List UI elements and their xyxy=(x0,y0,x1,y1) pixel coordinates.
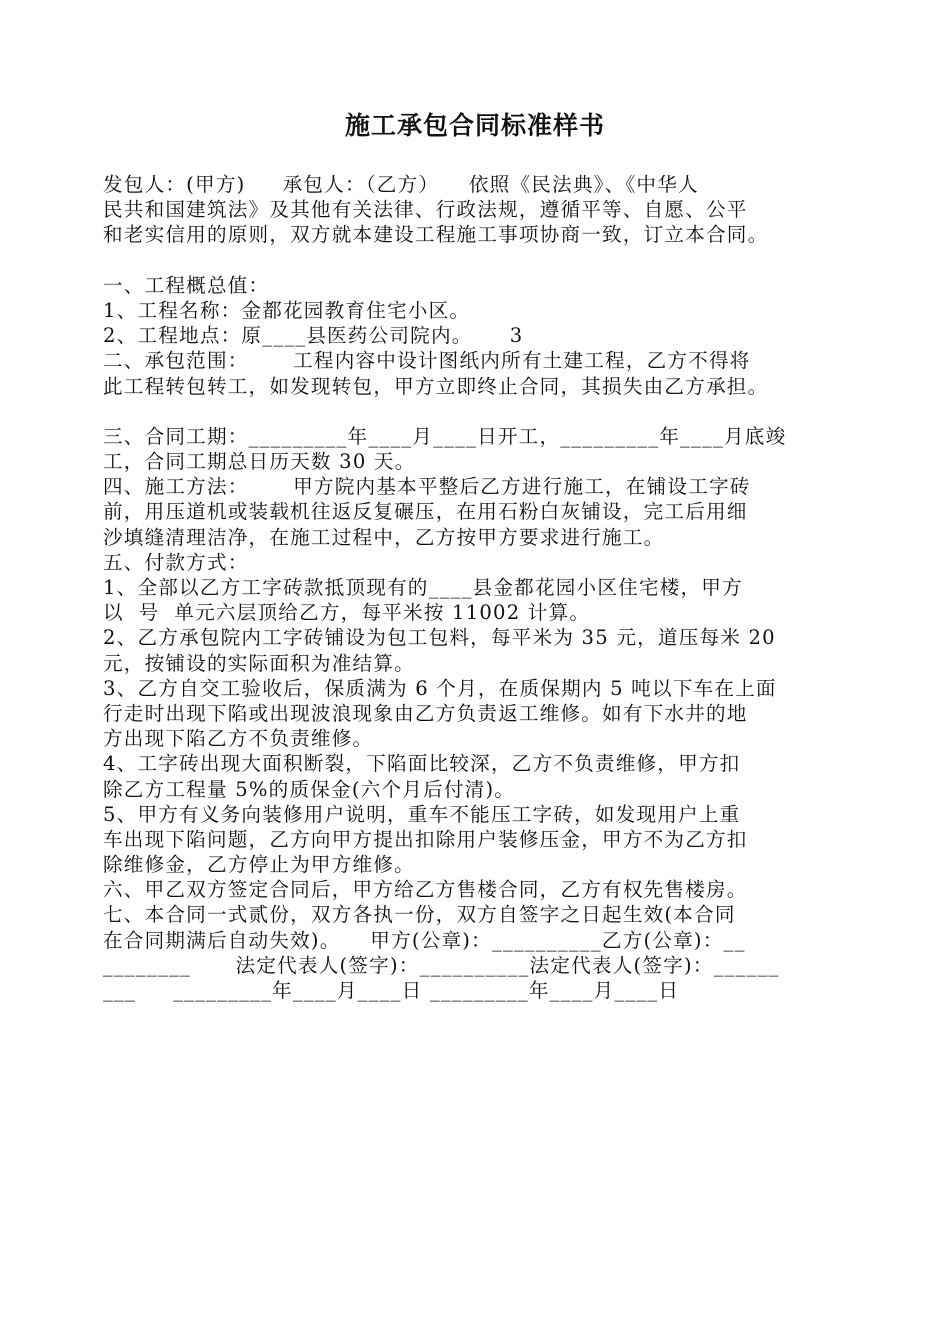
text-line: 在合同期满后自动失效)。 甲方(公章)：__________乙方(公章)：__ xyxy=(103,928,746,952)
text-line: 四、施工方法： 甲方院内基本平整后乙方进行施工，在铺设工字砖 xyxy=(103,475,751,499)
text-line: 七、本合同一式贰份，双方各执一份，双方自签字之日起生效(本合同 xyxy=(103,903,736,927)
document-title: 施工承包合同标准样书 xyxy=(344,111,605,140)
text-line: 六、甲乙双方签定合同后，甲方给乙方售楼合同，乙方有权先售楼房。 xyxy=(103,878,748,902)
text-line: 4、工字砖出现大面积断裂，下陷面比较深，乙方不负责维修，甲方扣 xyxy=(103,752,741,776)
text-line: 行走时出现下陷或出现波浪现象由乙方负责返工维修。如有下水井的地 xyxy=(103,701,748,725)
text-line: 方出现下陷乙方不负责维修。 xyxy=(103,727,374,751)
text-line: 三、合同工期：_________年____月____日开工，_________年____月底竣 xyxy=(103,424,787,448)
text-line: 1、全部以乙方工字砖款抵顶现有的____县金都花园小区住宅楼，甲方 xyxy=(103,576,743,599)
text-line: 民共和国建筑法》及其他有关法律、行政法规，遵循平等、自愿、公平 xyxy=(103,198,748,222)
text-line: 除乙方工程量 5%的质保金(六个月后付清)。 xyxy=(103,777,516,801)
text-line: 以 号 单元六层顶给乙方，每平米按 11002 计算。 xyxy=(103,601,591,625)
text-line: 元，按铺设的实际面积为准结算。 xyxy=(103,651,415,675)
text-line: ________ 法定代表人(签字)：__________法定代表人(签字)：______ xyxy=(103,953,780,977)
text-line: 和老实信用的原则，双方就本建设工程施工事项协商一致，订立本合同。 xyxy=(103,223,769,247)
text-line: 1、工程名称：金都花园教育住宅小区。 xyxy=(103,298,471,322)
text-line: 5、甲方有义务向装修用户说明，重车不能压工字砖，如发现用户上重 xyxy=(103,802,741,826)
text-line: 前，用压道机或装载机往返反复碾压，在用石粉白灰铺设，完工后用细 xyxy=(103,500,748,524)
text-line: 除维修金，乙方停止为甲方维修。 xyxy=(103,853,415,877)
text-line: 3、乙方自交工验收后，保质满为 6 个月，在质保期内 5 吨以下车在上面 xyxy=(103,676,777,700)
document-body xyxy=(103,172,863,1003)
text-line: 二、承包范围： 工程内容中设计图纸内所有土建工程，乙方不得将 xyxy=(103,349,751,373)
text-line: 2、乙方承包院内工字砖铺设为包工包料，每平米为 35 元，道压每米 20 xyxy=(103,626,776,650)
text-line: 五、付款方式： xyxy=(103,550,249,574)
text-line: 工，合同工期总日历天数 30 天。 xyxy=(103,450,416,474)
paragraph-gap xyxy=(103,248,863,273)
text-line: 沙填缝清理洁净，在施工过程中，乙方按甲方要求进行施工。 xyxy=(103,525,665,549)
text-line: ___ _________年____月____日 _________年____月____日 xyxy=(103,979,680,1002)
text-line: 车出现下陷问题，乙方向甲方提出扣除用户装修压金，甲方不为乙方扣 xyxy=(103,827,748,851)
text-line: 发包人：(甲方) 承包人：（乙方） 依照《民法典》、《中华人 xyxy=(103,173,699,196)
text-line: 此工程转包转工，如发现转包，甲方立即终止合同，其损失由乙方承担。 xyxy=(103,374,769,398)
text-line: 一、工程概总值： xyxy=(103,273,270,297)
paragraph-gap xyxy=(103,399,863,424)
text-line: 2、工程地点：原____县医药公司院内。 3 xyxy=(103,324,524,348)
